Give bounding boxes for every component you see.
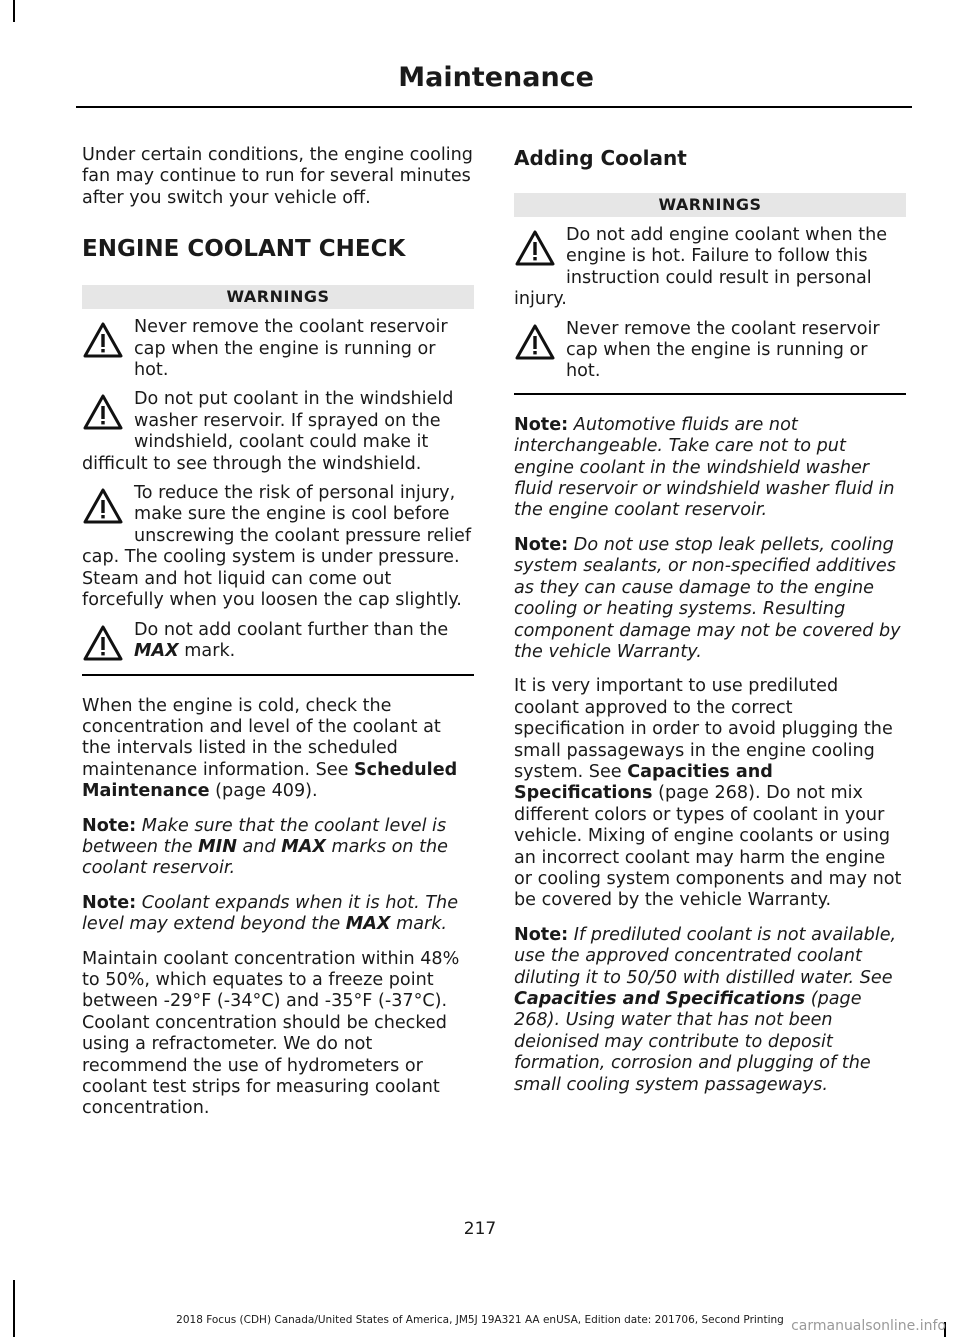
page-number: 217: [463, 1219, 497, 1239]
warning-text: Do not add engine coolant when the engine is hot. Failure to follow this instruction could result in personal injury.: [514, 225, 888, 310]
warning-triangle-icon: [82, 624, 124, 662]
warning-item: [82, 389, 474, 475]
right-column: [514, 145, 906, 1109]
page-header-title: Maintenance: [398, 62, 594, 93]
watermark: carmanualsonline.info: [791, 1318, 946, 1334]
warnings-header: WARNINGS: [82, 285, 474, 309]
warning-item: [82, 483, 474, 611]
warning-item: [514, 319, 906, 395]
prediluted-paragraph: It is very important to use prediluted coolant approved to the correct specification in order to avoid plugging the small passageways in the engine cooling system. See Capacities and Specifications (page 268). Do not mix different colors or types of coolant in your vehicle. Mixing of engine coolants or using an incorrect coolant may harm the engine or cooling system components and may not be covered by the vehicle Warranty.: [514, 676, 902, 911]
scheduled-maintenance-link[interactable]: Scheduled Maintenance: [82, 759, 458, 802]
warning-item: [82, 317, 474, 381]
warning-item: Do not add coolant further than the MAX mark.: [82, 620, 474, 676]
note-fluids-not-interchangeable: Note: Automotive fluids are not interchangeable. Take care not to put engine coolant in the windshield washer fluid reservoir or windshield washer fluid in the engine coolant reservoir.: [514, 414, 895, 521]
capacities-specifications-link[interactable]: Capacities and Specifications: [514, 989, 806, 1009]
footer-edition-info: 2018 Focus (CDH) Canada/United States of America, JM5J 19A321 AA enUSA, Edition date: 201706, Second Printing: [176, 1314, 784, 1326]
warning-triangle-icon: [82, 393, 124, 431]
note-concentrated-coolant: Note: If prediluted coolant is not available, use the approved concentrated coolant diluting it to 50/50 with distilled water. See Capacities and Specifications (page 268). Using water that has not been deionised may contribute to deposit formation, corrosion and plugging of the small cooling system passageways.: [514, 924, 897, 1095]
warning-text: Do not put coolant in the windshield washer reservoir. If sprayed on the windshield, coolant could make it difficult to see through the windshield.: [82, 389, 454, 474]
warning-item: [514, 225, 906, 311]
intro-paragraph: Under certain conditions, the engine cooling fan may continue to run for several minutes after you switch your vehicle off.: [82, 145, 473, 208]
concentration-paragraph: Maintain coolant concentration within 48% to 50%, which equates to a freeze point between -29°F (-34°C) and -35°F (-37°C). Coolant concentration should be checked using a refractometer. We do not recommend the use of hydrometers or coolant test strips for measuring coolant concentration.: [82, 948, 460, 1119]
warning-triangle-icon: [82, 487, 124, 525]
max-mark: MAX: [134, 640, 179, 661]
warning-triangle-icon: [514, 323, 556, 361]
warning-text: Never remove the coolant reservoir cap when the engine is running or hot.: [566, 318, 880, 382]
left-column: [82, 145, 474, 1133]
section-title-engine-coolant-check: ENGINE COOLANT CHECK: [82, 236, 406, 263]
warning-text: Never remove the coolant reservoir cap when the engine is running or hot.: [134, 317, 448, 381]
check-paragraph: When the engine is cold, check the concentration and level of the coolant at the intervals listed in the scheduled maintenance information. See Scheduled Maintenance (page 409).: [82, 695, 458, 802]
warning-text: To reduce the risk of personal injury, make sure the engine is cool before unscrewing the coolant pressure relief cap. The cooling system is under pressure. Steam and hot liquid can come out forcefully when you loosen the cap slightly.: [82, 483, 472, 611]
warning-triangle-icon: [82, 321, 124, 359]
note-coolant-level: Note: Make sure that the coolant level is between the MIN and MAX marks on the coolant reservoir.: [82, 815, 448, 879]
header-rule: [76, 106, 912, 108]
warnings-header: WARNINGS: [514, 193, 906, 217]
warning-triangle-icon: [514, 229, 556, 267]
capacities-specifications-link[interactable]: Capacities and Specifications: [514, 761, 773, 804]
note-coolant-expands: Note: Coolant expands when it is hot. The level may extend beyond the MAX mark.: [82, 892, 459, 935]
section-title-adding-coolant: Adding Coolant: [514, 146, 687, 170]
note-stop-leak: Note: Do not use stop leak pellets, cooling system sealants, or non-specified additives as they can cause damage to the engine cooling or heating systems. Resulting component damage may not be covered by the vehicle Warranty.: [514, 534, 901, 662]
crop-mark-top-left: [13, 0, 15, 22]
